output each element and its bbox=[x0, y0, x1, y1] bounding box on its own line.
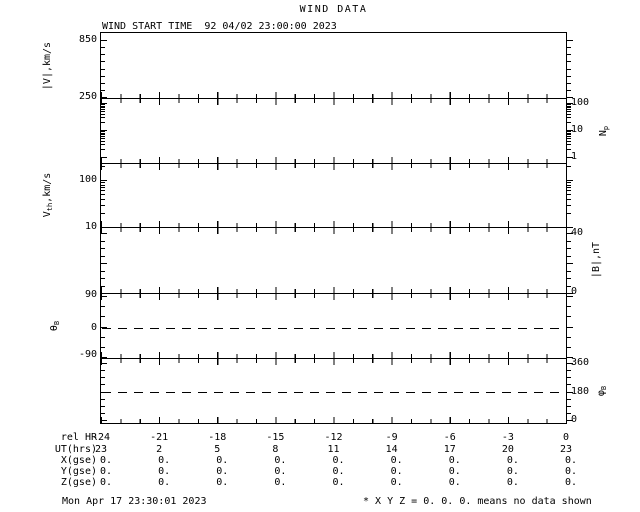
rel-hr-value: -9 bbox=[385, 432, 398, 443]
y-gse-value: 0. bbox=[564, 466, 578, 477]
ytick-v-250: 250 bbox=[78, 91, 97, 102]
y-axis-minor-tick bbox=[101, 199, 105, 200]
z-gse-value: 0. bbox=[506, 477, 519, 488]
y-axis-major-tick bbox=[567, 263, 573, 264]
y-axis-minor-tick bbox=[101, 248, 105, 249]
row-label-y-gse: Y(gse) bbox=[60, 466, 97, 477]
rel-hr-value: -6 bbox=[443, 432, 456, 443]
x-axis-major-ticks bbox=[101, 92, 567, 98]
y-axis-minor-tick bbox=[567, 185, 571, 186]
ytick-vth-100: 100 bbox=[78, 174, 97, 185]
y-axis-minor-tick bbox=[101, 54, 105, 55]
x-gse-value: 0. bbox=[564, 455, 578, 466]
y-gse-value: 0. bbox=[216, 466, 229, 477]
y-axis-major-tick bbox=[101, 227, 107, 228]
y-gse-value: 0. bbox=[99, 466, 113, 477]
y-axis-minor-tick bbox=[101, 133, 105, 134]
y-axis-minor-tick bbox=[101, 83, 105, 84]
ytick-np-1: 1 bbox=[571, 151, 578, 162]
generated-timestamp: Mon Apr 17 23:30:01 2023 bbox=[62, 496, 207, 507]
x-axis-major-ticks bbox=[101, 294, 567, 300]
rel-hr-value: -18 bbox=[208, 432, 227, 443]
y-axis-minor-tick bbox=[567, 256, 571, 257]
y-axis-minor-tick bbox=[567, 114, 571, 115]
z-gse-value: 0. bbox=[390, 477, 403, 488]
y-axis-minor-tick bbox=[567, 205, 571, 206]
y-axis-major-tick bbox=[101, 363, 107, 364]
ut-hrs-value: 23 bbox=[559, 444, 573, 455]
y-axis-minor-tick bbox=[567, 83, 571, 84]
y-axis-minor-tick bbox=[101, 241, 105, 242]
y-axis-major-tick bbox=[101, 180, 107, 181]
y-axis-major-tick bbox=[101, 357, 107, 358]
rel-hr-value: -15 bbox=[266, 432, 285, 443]
x-gse-value: 0. bbox=[332, 455, 345, 466]
y-gse-value: 0. bbox=[274, 466, 287, 477]
y-axis-minor-tick bbox=[101, 187, 105, 188]
ytick-vth-10: 10 bbox=[84, 221, 97, 232]
y-axis-major-tick bbox=[101, 296, 107, 297]
rel-hr-value: -3 bbox=[501, 432, 514, 443]
ytick-phi-360: 360 bbox=[571, 357, 590, 368]
y-axis-minor-tick bbox=[567, 76, 571, 77]
y-axis-minor-tick bbox=[567, 248, 571, 249]
ut-hrs-value: 14 bbox=[385, 444, 398, 455]
x-gse-value: 0. bbox=[274, 455, 287, 466]
y-axis-minor-tick bbox=[567, 337, 571, 338]
y-axis-minor-tick bbox=[101, 316, 105, 317]
y-axis-minor-tick bbox=[101, 106, 105, 107]
y-axis-minor-tick bbox=[101, 90, 105, 91]
axis-title-phi-b: $\varphi_B$ bbox=[596, 385, 608, 397]
ytick-phi-0: 0 bbox=[571, 414, 578, 425]
y-axis-minor-tick bbox=[101, 69, 105, 70]
axis-title-flow-speed: |V|,km/s bbox=[42, 41, 53, 91]
y-axis-minor-tick bbox=[567, 190, 571, 191]
y-gse-value: 0. bbox=[390, 466, 403, 477]
y-axis-minor-tick bbox=[567, 347, 571, 348]
y-axis-minor-tick bbox=[567, 377, 571, 378]
y-axis-minor-tick bbox=[567, 316, 571, 317]
y-axis-minor-tick bbox=[101, 399, 105, 400]
y-axis-minor-tick bbox=[101, 406, 105, 407]
row-label-z-gse: Z(gse) bbox=[60, 477, 97, 488]
ut-hrs-value: 8 bbox=[272, 444, 279, 455]
y-gse-value: 0. bbox=[332, 466, 345, 477]
y-axis-minor-tick bbox=[101, 190, 105, 191]
y-axis-minor-tick bbox=[101, 256, 105, 257]
y-gse-value: 0. bbox=[506, 466, 519, 477]
y-axis-minor-tick bbox=[567, 47, 571, 48]
z-gse-value: 0. bbox=[99, 477, 113, 488]
start-time-label: WIND START TIME 92 04/02 23:00:00 2023 bbox=[102, 21, 337, 32]
x-axis-major-ticks bbox=[101, 164, 567, 170]
z-gse-value: 0. bbox=[332, 477, 345, 488]
y-axis-minor-tick bbox=[567, 182, 571, 183]
z-gse-value: 0. bbox=[274, 477, 287, 488]
x-axis-major-ticks bbox=[101, 221, 567, 227]
y-axis-minor-tick bbox=[101, 144, 105, 145]
y-axis-minor-tick bbox=[101, 111, 105, 112]
y-axis-minor-tick bbox=[101, 377, 105, 378]
y-axis-minor-tick bbox=[567, 69, 571, 70]
row-label-ut-hrs: UT(hrs) bbox=[54, 444, 97, 455]
ytick-phi-180: 180 bbox=[571, 386, 590, 397]
ytick-v-850: 850 bbox=[78, 34, 97, 45]
x-axis-major-ticks bbox=[101, 417, 567, 423]
y-axis-minor-tick bbox=[567, 271, 571, 272]
y-axis-minor-tick bbox=[101, 384, 105, 385]
y-axis-minor-tick bbox=[567, 117, 571, 118]
y-axis-minor-tick bbox=[567, 144, 571, 145]
ytick-np-10: 10 bbox=[571, 124, 584, 135]
y-axis-minor-tick bbox=[567, 306, 571, 307]
ytick-theta-m90: -90 bbox=[78, 349, 97, 360]
y-axis-minor-tick bbox=[567, 136, 571, 137]
z-gse-value: 0. bbox=[158, 477, 171, 488]
y-axis-minor-tick bbox=[567, 138, 571, 139]
y-axis-minor-tick bbox=[567, 61, 571, 62]
no-data-note: * X Y Z = 0. 0. 0. means no data shown bbox=[363, 496, 592, 507]
y-axis-minor-tick bbox=[101, 109, 105, 110]
z-gse-value: 0. bbox=[564, 477, 578, 488]
x-axis-major-ticks bbox=[101, 228, 567, 234]
ut-hrs-value: 11 bbox=[327, 444, 340, 455]
x-gse-value: 0. bbox=[158, 455, 171, 466]
y-axis-minor-tick bbox=[101, 205, 105, 206]
y-axis-minor-tick bbox=[101, 131, 105, 132]
y-axis-major-tick bbox=[101, 233, 107, 234]
y-axis-minor-tick bbox=[567, 149, 571, 150]
y-axis-minor-tick bbox=[101, 149, 105, 150]
ut-hrs-value: 17 bbox=[443, 444, 456, 455]
y-axis-minor-tick bbox=[101, 370, 105, 371]
x-axis-major-ticks bbox=[101, 352, 567, 358]
y-axis-minor-tick bbox=[101, 138, 105, 139]
y-axis-minor-tick bbox=[567, 370, 571, 371]
x-gse-value: 0. bbox=[448, 455, 461, 466]
z-gse-value: 0. bbox=[216, 477, 229, 488]
ytick-b-0: 0 bbox=[571, 286, 578, 297]
y-axis-minor-tick bbox=[567, 213, 571, 214]
y-axis-minor-tick bbox=[101, 107, 105, 108]
y-axis-major-tick bbox=[101, 293, 107, 294]
axis-title-theta-b: $\theta_B$ bbox=[49, 320, 61, 332]
y-axis-minor-tick bbox=[101, 347, 105, 348]
y-axis-minor-tick bbox=[101, 413, 105, 414]
z-gse-value: 0. bbox=[448, 477, 461, 488]
x-axis-major-ticks bbox=[101, 287, 567, 293]
y-axis-minor-tick bbox=[101, 271, 105, 272]
y-axis-major-tick bbox=[567, 180, 573, 181]
y-axis-minor-tick bbox=[567, 111, 571, 112]
ut-hrs-value: 23 bbox=[94, 444, 108, 455]
page-title: WIND DATA bbox=[299, 4, 368, 15]
x-gse-value: 0. bbox=[390, 455, 403, 466]
y-axis-minor-tick bbox=[101, 61, 105, 62]
y-axis-minor-tick bbox=[101, 166, 105, 167]
phi-b-180-dashed-line bbox=[102, 392, 565, 393]
rel-hr-value: -12 bbox=[324, 432, 343, 443]
y-axis-minor-tick bbox=[101, 114, 105, 115]
y-axis-minor-tick bbox=[567, 90, 571, 91]
theta-b-zero-dashed-line bbox=[102, 328, 565, 329]
ytick-theta-0: 0 bbox=[90, 322, 97, 333]
y-axis-minor-tick bbox=[567, 199, 571, 200]
y-axis-major-tick bbox=[101, 263, 107, 264]
ut-hrs-value: 20 bbox=[501, 444, 514, 455]
axis-title-proton-density: $N_p$ bbox=[598, 125, 610, 137]
y-axis-minor-tick bbox=[567, 399, 571, 400]
y-axis-major-tick bbox=[101, 157, 107, 158]
y-axis-major-tick bbox=[101, 420, 107, 421]
y-axis-minor-tick bbox=[567, 384, 571, 385]
y-axis-minor-tick bbox=[101, 185, 105, 186]
y-axis-minor-tick bbox=[567, 109, 571, 110]
y-axis-major-tick bbox=[101, 40, 107, 41]
ut-hrs-value: 5 bbox=[214, 444, 221, 455]
x-gse-value: 0. bbox=[99, 455, 113, 466]
y-axis-major-tick bbox=[101, 97, 107, 98]
y-axis-minor-tick bbox=[101, 76, 105, 77]
row-label-x-gse: X(gse) bbox=[60, 455, 97, 466]
axis-title-field-magnitude: |B|,nT bbox=[591, 241, 602, 279]
axis-title-thermal-speed: $V_{th},km/s$ bbox=[42, 172, 54, 218]
y-axis-minor-tick bbox=[567, 194, 571, 195]
y-axis-minor-tick bbox=[101, 104, 105, 105]
y-axis-minor-tick bbox=[101, 182, 105, 183]
y-gse-value: 0. bbox=[448, 466, 461, 477]
y-axis-minor-tick bbox=[567, 187, 571, 188]
y-axis-minor-tick bbox=[101, 47, 105, 48]
y-axis-minor-tick bbox=[101, 213, 105, 214]
y-axis-minor-tick bbox=[101, 136, 105, 137]
y-axis-minor-tick bbox=[101, 278, 105, 279]
y-axis-minor-tick bbox=[101, 286, 105, 287]
y-gse-value: 0. bbox=[158, 466, 171, 477]
x-gse-value: 0. bbox=[506, 455, 519, 466]
y-axis-major-tick bbox=[567, 40, 573, 41]
y-axis-minor-tick bbox=[567, 141, 571, 142]
y-axis-minor-tick bbox=[567, 278, 571, 279]
y-axis-minor-tick bbox=[101, 117, 105, 118]
ytick-theta-90: 90 bbox=[84, 289, 97, 300]
x-gse-value: 0. bbox=[216, 455, 229, 466]
y-axis-minor-tick bbox=[101, 122, 105, 123]
x-axis-major-ticks bbox=[101, 359, 567, 365]
ut-hrs-value: 2 bbox=[156, 444, 163, 455]
y-axis-minor-tick bbox=[101, 337, 105, 338]
rel-hr-value: -21 bbox=[150, 432, 169, 443]
rel-hr-value: 0 bbox=[562, 432, 570, 443]
y-axis-major-tick bbox=[567, 327, 573, 328]
y-axis-minor-tick bbox=[101, 306, 105, 307]
y-axis-minor-tick bbox=[101, 134, 105, 135]
y-axis-minor-tick bbox=[567, 241, 571, 242]
y-axis-minor-tick bbox=[567, 54, 571, 55]
row-label-rel-hr: rel HR bbox=[60, 432, 97, 443]
ytick-np-100: 100 bbox=[571, 97, 590, 108]
x-axis-major-ticks bbox=[101, 99, 567, 105]
rel-hr-value: -24 bbox=[91, 432, 111, 443]
y-axis-minor-tick bbox=[567, 122, 571, 123]
plot-frame bbox=[100, 32, 567, 424]
y-axis-minor-tick bbox=[567, 406, 571, 407]
y-axis-minor-tick bbox=[101, 194, 105, 195]
y-axis-minor-tick bbox=[567, 166, 571, 167]
ytick-b-40: 40 bbox=[571, 227, 584, 238]
x-axis-major-ticks bbox=[101, 157, 567, 163]
y-axis-minor-tick bbox=[101, 141, 105, 142]
